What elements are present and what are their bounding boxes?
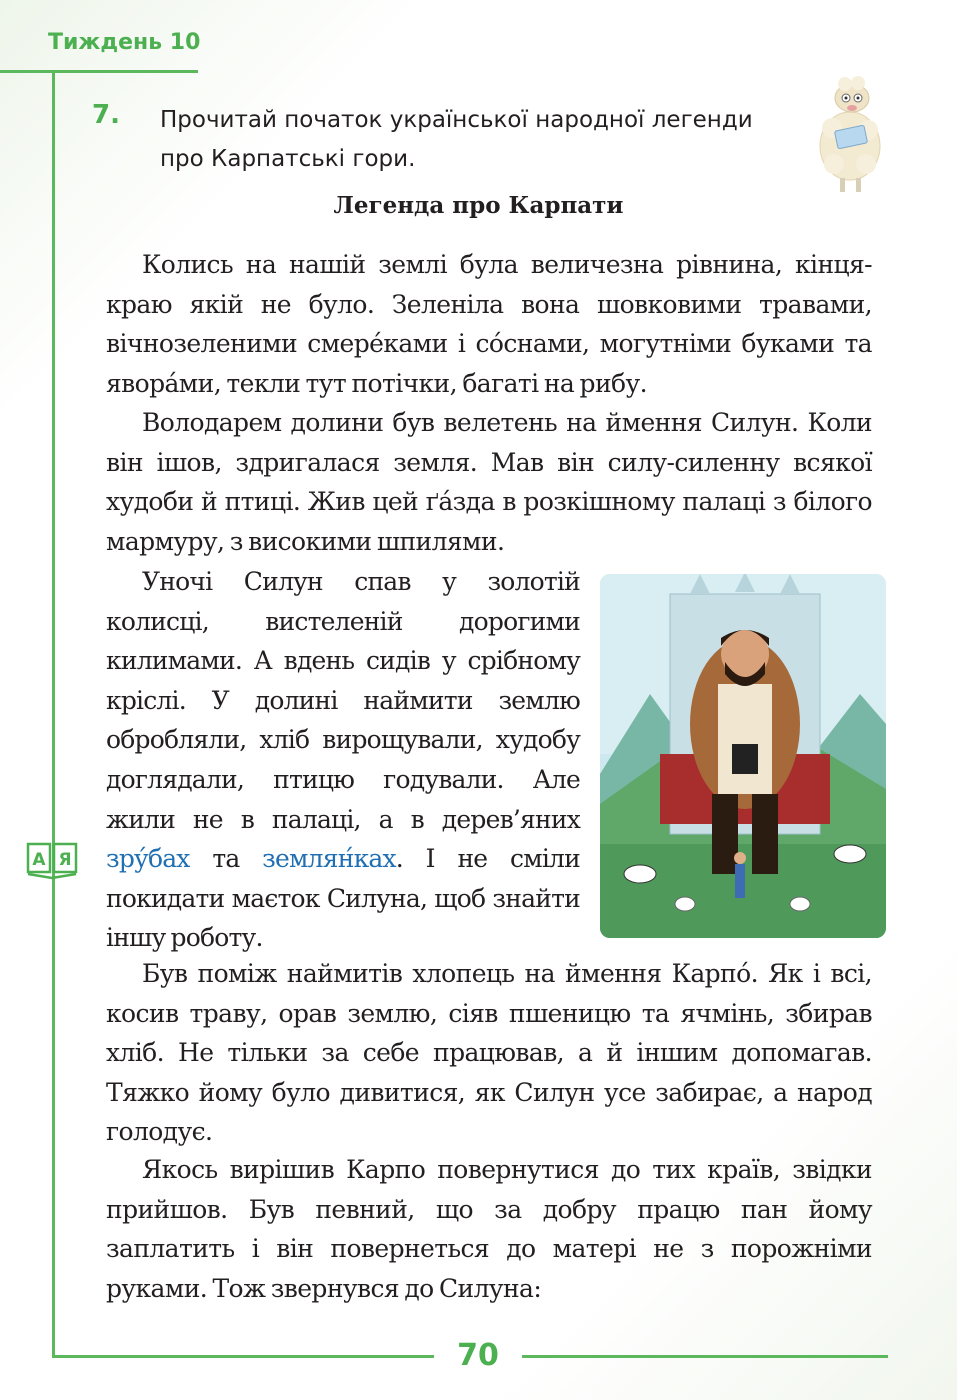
frame-bottom-line-right xyxy=(522,1355,888,1358)
frame-bottom-line-left xyxy=(52,1355,434,1358)
dictionary-word-zemlianky[interactable]: землян́ках xyxy=(262,844,396,874)
story-paragraph-5: Якось вирішив Карпо повернутися до тих країв, звідки прийшов. Був певний, що за добру працю пан йому заплатить і він повернеться до матері не з порожніми руками. Тож звернувся до Силуна: xyxy=(106,1155,872,1303)
svg-text:А: А xyxy=(32,850,46,870)
story-paragraph-1: Колись на нашій землі була величезна рівнина, кінця-краю якій не було. Зеленіла вона шовковими травами, вічнозеленими смере́ками і со́снами, могутніми буками та явора́ми, текли тут потічки, багаті на рибу. xyxy=(106,250,872,398)
giant-silun-illustration xyxy=(600,574,886,938)
task-instruction: Прочитай початок української народної легенди про Карпатські гори. xyxy=(160,107,753,172)
sheep-reading-icon xyxy=(812,68,886,194)
task-number: 7. xyxy=(92,100,120,130)
week-label: Тиждень 10 xyxy=(48,30,201,55)
story-title: Легенда про Карпати xyxy=(333,192,624,219)
frame-top-line xyxy=(0,70,198,73)
dictionary-icon[interactable] xyxy=(26,842,80,882)
page-number: 70 xyxy=(457,1338,499,1373)
story-paragraph-3: Уночі Силун спав у золотій колисці, вистеленій дорогими килимами. А вдень сидів у срібному кріслі. У долині наймити землю обробляли, хліб вирощували, худобу доглядали, птицю годували. Але жили не в палаці, а в дерев’яних зру́бах та землян́ках. І не сміли покидати маєток Силуна, щоб знайти іншу роботу. xyxy=(106,567,580,953)
story-paragraph-2: Володарем долини був велетень на ймення Силун. Коли він ішов, здригалася земля. Мав він силу-силенну всякої худоби й птиці. Жив цей ґа́зда в розкішному палаці з білого мармуру, з високими шпилями. xyxy=(106,408,872,556)
svg-text:Я: Я xyxy=(58,850,72,870)
frame-left-line xyxy=(52,70,55,1358)
dictionary-word-zruby[interactable]: зру́бах xyxy=(106,844,190,874)
story-paragraph-4: Був поміж наймитів хлопець на ймення Карпо́. Як і всі, косив траву, орав землю, сіяв пшеницю та ячмінь, збирав хліб. Не тільки за себе працював, а й іншим допомагав. Тяжко йому було дивитися, як Силун усе забирає, а народ голодує. xyxy=(106,959,872,1147)
